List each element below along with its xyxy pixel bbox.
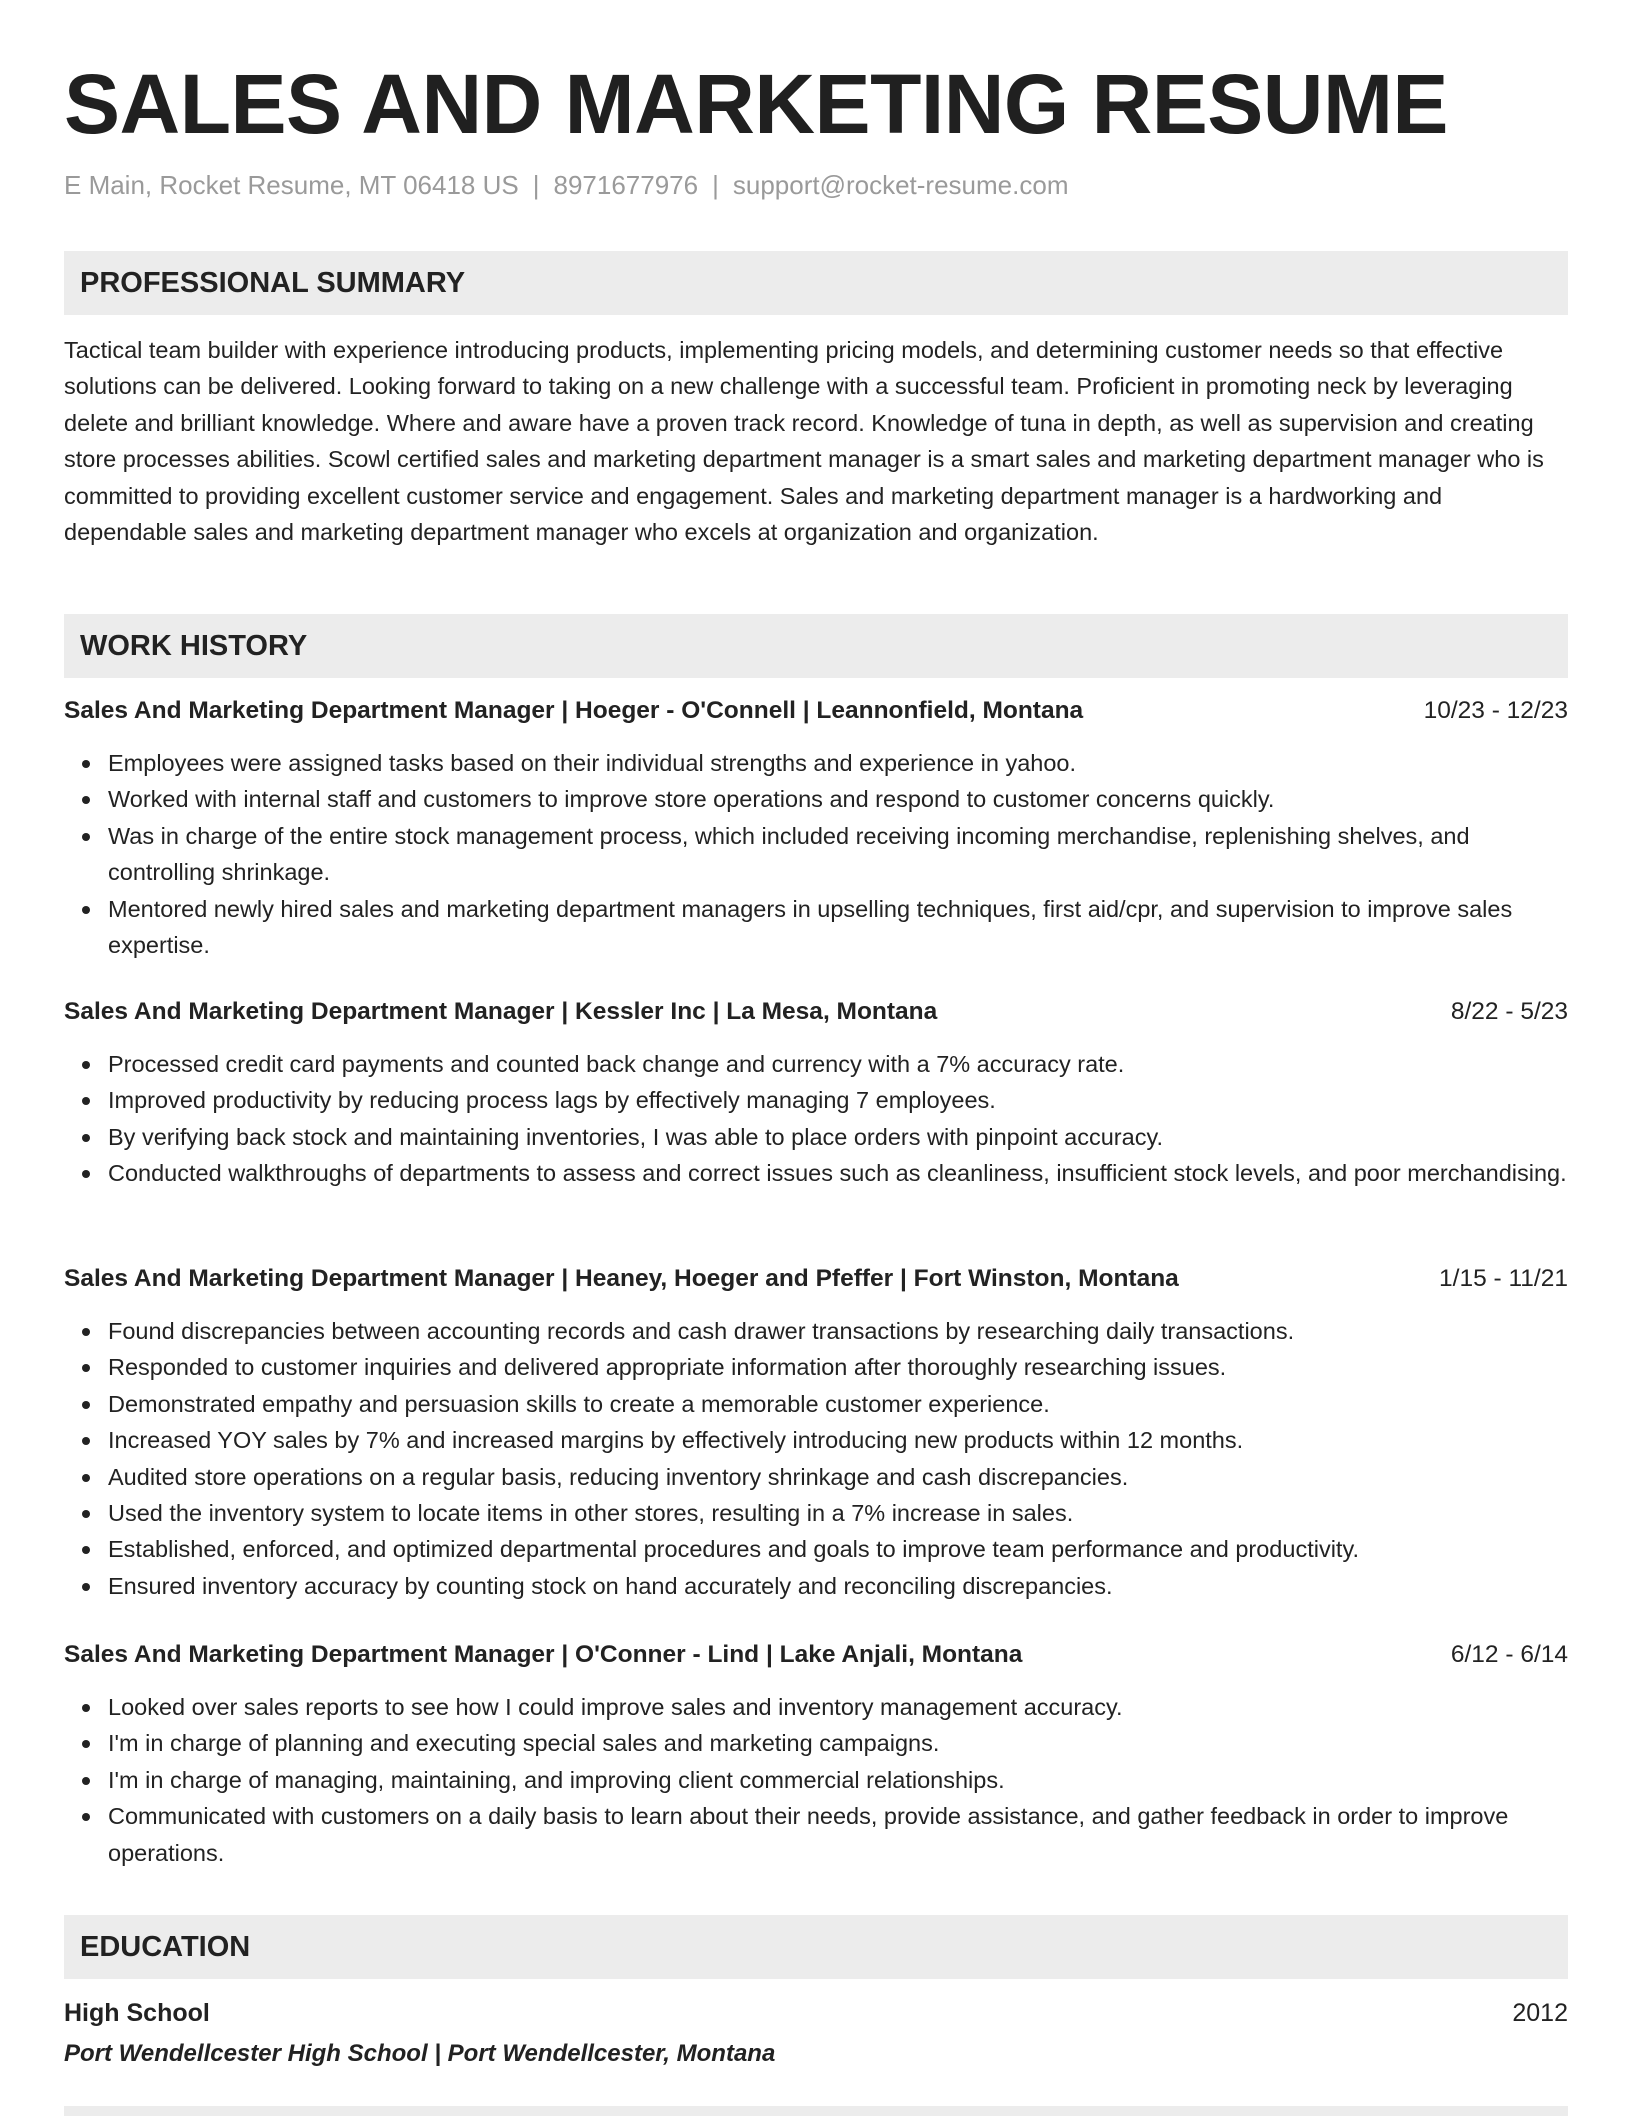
list-item: Conducted walkthroughs of departments to assess and correct issues such as cleanliness, insufficient stock levels, and poor merchandising. [64, 1155, 1568, 1191]
contact-address: E Main, Rocket Resume, MT 06418 US [64, 170, 519, 200]
list-item: Ensured inventory accuracy by counting stock on hand accurately and reconciling discrepancies. [64, 1568, 1568, 1604]
list-item: Increased YOY sales by 7% and increased margins by effectively introducing new products within 12 months. [64, 1422, 1568, 1458]
job-title: Sales And Marketing Department Manager | Kessler Inc | La Mesa, Montana [64, 998, 938, 1025]
list-item: Mentored newly hired sales and marketing department managers in upselling techniques, first aid/cpr, and supervision to improve sales expertise. [64, 891, 1568, 964]
job-heading [64, 1262, 1568, 1296]
list-item: Established, enforced, and optimized departmental procedures and goals to improve team performance and productivity. [64, 1531, 1568, 1567]
list-item: I'm in charge of planning and executing special sales and marketing campaigns. [64, 1725, 1568, 1761]
list-item: Worked with internal staff and customers to improve store operations and respond to customer concerns quickly. [64, 781, 1568, 817]
list-item: Responded to customer inquiries and delivered appropriate information after thoroughly researching issues. [64, 1349, 1568, 1385]
job-bullets [64, 745, 1568, 963]
job-bullets [64, 1046, 1568, 1192]
section-divider [64, 2106, 1568, 2116]
list-item: Improved productivity by reducing process lags by effectively managing 7 employees. [64, 1082, 1568, 1118]
job-dates: 10/23 - 12/23 [1423, 697, 1568, 724]
list-item: Demonstrated empathy and persuasion skills to create a memorable customer experience. [64, 1386, 1568, 1422]
education-row [64, 1996, 1568, 2030]
list-item: Used the inventory system to locate items in other stores, resulting in a 7% increase in sales. [64, 1495, 1568, 1531]
job-heading [64, 995, 1568, 1029]
education-degree: High School [64, 1999, 210, 2027]
list-item: Was in charge of the entire stock management process, which included receiving incoming merchandise, replenishing shelves, and controlling shrinkage. [64, 818, 1568, 891]
contact-email: support@rocket-resume.com [732, 170, 1069, 200]
contact-separator: | [532, 170, 540, 200]
list-item: Employees were assigned tasks based on their individual strengths and experience in yahoo. [64, 745, 1568, 781]
contact-phone: 8971677976 [553, 170, 699, 200]
list-item: Communicated with customers on a daily basis to learn about their needs, provide assistance, and gather feedback in order to improve operations. [64, 1798, 1568, 1871]
summary-text: Tactical team builder with experience introducing products, implementing pricing models, and determining customer needs so that effective solutions can be delivered. Looking forward to taking on a new challenge with a successful team. Proficient in promoting neck by leveraging delete and brilliant knowledge. Where and aware have a proven track record. Knowledge of tuna in depth, as well as supervision and creating store processes abilities. Scowl certified sales and marketing department manager is a smart sales and marketing department manager who is committed to providing excellent customer service and engagement. Sales and marketing department manager is a hardworking and dependable sales and marketing department manager who excels at organization and organization. [64, 337, 1544, 546]
list-item: By verifying back stock and maintaining inventories, I was able to place orders with pinpoint accuracy. [64, 1119, 1568, 1155]
education-year: 2012 [1512, 1999, 1568, 2027]
job-title: Sales And Marketing Department Manager | Hoeger - O'Connell | Leannonfield, Montana [64, 697, 1084, 724]
job-heading [64, 1638, 1568, 1672]
list-item: Found discrepancies between accounting records and cash drawer transactions by researching daily transactions. [64, 1313, 1568, 1349]
list-item: Looked over sales reports to see how I could improve sales and inventory management accuracy. [64, 1689, 1568, 1725]
job-bullets [64, 1689, 1568, 1871]
job-dates: 1/15 - 11/21 [1439, 1265, 1568, 1292]
job-heading [64, 694, 1568, 728]
resume-title: SALES AND MARKETING RESUME [64, 57, 1448, 151]
job-bullets [64, 1313, 1568, 1604]
contact-separator: | [712, 170, 719, 200]
list-item: I'm in charge of managing, maintaining, and improving client commercial relationships. [64, 1762, 1568, 1798]
section-heading-summary: PROFESSIONAL SUMMARY [64, 251, 1568, 315]
section-heading-education: EDUCATION [64, 1915, 1568, 1979]
list-item: Processed credit card payments and counted back change and currency with a 7% accuracy rate. [64, 1046, 1568, 1082]
section-heading-work-history: WORK HISTORY [64, 614, 1568, 678]
education-school: Port Wendellcester High School | Port Wendellcester, Montana [64, 2040, 776, 2067]
job-dates: 8/22 - 5/23 [1450, 998, 1568, 1025]
contact-line [64, 168, 1068, 202]
job-dates: 6/12 - 6/14 [1450, 1641, 1568, 1668]
job-title: Sales And Marketing Department Manager | Heaney, Hoeger and Pfeffer | Fort Winston, Montana [64, 1265, 1179, 1292]
job-title: Sales And Marketing Department Manager | O'Conner - Lind | Lake Anjali, Montana [64, 1641, 1023, 1668]
list-item: Audited store operations on a regular basis, reducing inventory shrinkage and cash discrepancies. [64, 1459, 1568, 1495]
